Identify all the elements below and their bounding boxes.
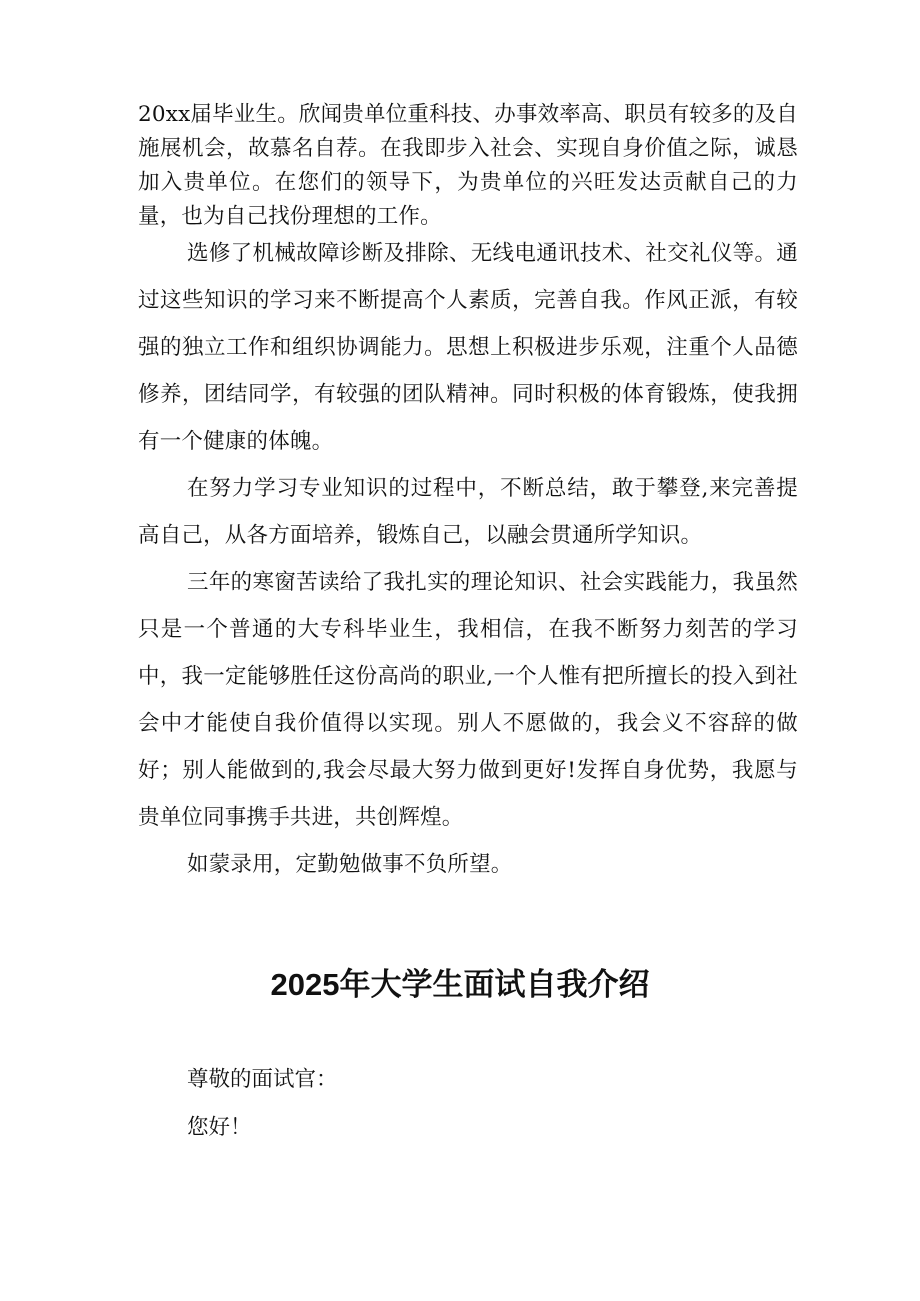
paragraph-ability: 三年的寒窗苦读给了我扎实的理论知识、社会实践能力，我虽然只是一个普通的大专科毕业生，我相信，在我不断努力刻苦的学习中，我一定能够胜任这份高尚的职业,一个人惟有把所擅长的投入到社会中才能使自我价值得以实现。别人不愿做的，我会义不容辞的做好；别人能做到的,我会尽最大努力做到更好!发挥自身优势，我愿与贵单位同事携手共进，共创辉煌。 (138, 570, 798, 830)
paragraph-closing: 如蒙录用，定勤勉做事不负所望。 (187, 852, 513, 877)
continued-paragraph-block (138, 98, 798, 234)
document-title: 2025年大学生面试自我介绍 (270, 967, 650, 1002)
salutation: 尊敬的面试官： (187, 1067, 338, 1092)
body-paragraphs (138, 230, 798, 888)
greeting: 您好！ (187, 1115, 252, 1140)
paragraph-courses: 选修了机械故障诊断及排除、无线电通讯技术、社交礼仪等。通过这些知识的学习来不断提高个人素质，完善自我。作风正派，有较强的独立工作和组织协调能力。思想上积极进步乐观，注重个人品德修养，团结同学，有较强的团队精神。同时积极的体育锻炼，使我拥有一个健康的体魄。 (138, 241, 798, 454)
paragraph-study: 在努力学习专业知识的过程中，不断总结，敢于攀登,来完善提高自己，从各方面培养，锻炼自己，以融会贯通所学知识。 (138, 476, 798, 548)
continued-paragraph: 20xx届毕业生。欣闻贵单位重科技、办事效率高、职员有较多的及自施展机会，故慕名自荐。在我即步入社会、实现自身价值之际，诚恳加入贵单位。在您们的领导下，为贵单位的兴旺发达贡献自己的力量，也为自己找份理想的工作。 (138, 102, 799, 229)
